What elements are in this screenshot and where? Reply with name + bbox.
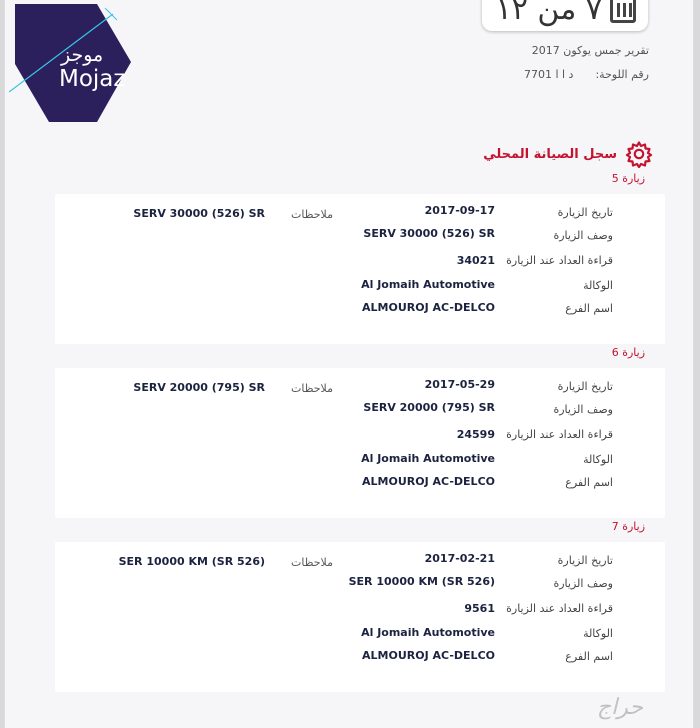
visit-label: زيارة 7 bbox=[611, 520, 645, 533]
branch-value: ALMOUROJ AC-DELCO bbox=[362, 475, 495, 488]
logo-name-arabic: موجز bbox=[61, 44, 104, 66]
odometer-label: قراءة العداد عند الزيارة bbox=[506, 428, 613, 441]
agency-label: الوكالة bbox=[583, 453, 613, 466]
visit-date-value: 2017-02-21 bbox=[424, 552, 495, 565]
visit-date-label: تاريخ الزيارة bbox=[557, 554, 613, 567]
report-page bbox=[4, 0, 694, 728]
odometer-value: 24599 bbox=[456, 428, 495, 441]
visit-desc-label: وصف الزيارة bbox=[553, 577, 613, 590]
visit-desc-value: SERV 20000 (795) SR bbox=[363, 401, 495, 414]
branch-label: اسم الفرع bbox=[565, 476, 613, 489]
visit-card bbox=[55, 368, 665, 518]
odometer-label: قراءة العداد عند الزيارة bbox=[506, 254, 613, 267]
notes-value: SERV 30000 (526) SR bbox=[133, 207, 265, 220]
page-counter bbox=[482, 0, 648, 31]
notes-label: ملاحظات bbox=[291, 382, 333, 395]
branch-value: ALMOUROJ AC-DELCO bbox=[362, 301, 495, 314]
mojaz-logo bbox=[9, 0, 139, 125]
visit-desc-value: SER 10000 KM (SR 526) bbox=[348, 575, 495, 588]
plate-value: د ا ا 7701 bbox=[523, 68, 574, 81]
report-title: تقرير جمس يوكون 2017 bbox=[531, 44, 649, 57]
visit-desc-value: SERV 30000 (526) SR bbox=[363, 227, 495, 240]
notes-label: ملاحظات bbox=[291, 556, 333, 569]
page-counter-text: ٧ من ١٢ bbox=[495, 0, 602, 27]
visit-desc-label: وصف الزيارة bbox=[553, 229, 613, 242]
haraj-watermark: حراج bbox=[596, 695, 643, 720]
agency-label: الوكالة bbox=[583, 627, 613, 640]
agency-value: Al Jomaih Automotive bbox=[361, 278, 495, 291]
plate-label: رقم اللوحة: bbox=[595, 68, 649, 81]
odometer-label: قراءة العداد عند الزيارة bbox=[506, 602, 613, 615]
section-title: سجل الصيانة المحلي bbox=[483, 146, 617, 162]
plate-row bbox=[524, 68, 649, 81]
branch-label: اسم الفرع bbox=[565, 650, 613, 663]
odometer-value: 9561 bbox=[464, 602, 495, 615]
notes-value: SER 10000 KM (SR 526) bbox=[118, 555, 265, 568]
gear-icon bbox=[625, 140, 653, 168]
visit-date-label: تاريخ الزيارة bbox=[557, 206, 613, 219]
notes-value: SERV 20000 (795) SR bbox=[133, 381, 265, 394]
section-header bbox=[483, 140, 653, 168]
visit-date-label: تاريخ الزيارة bbox=[557, 380, 613, 393]
agency-label: الوكالة bbox=[583, 279, 613, 292]
visit-card bbox=[55, 194, 665, 344]
agency-value: Al Jomaih Automotive bbox=[361, 452, 495, 465]
visit-date-value: 2017-05-29 bbox=[424, 378, 495, 391]
odometer-value: 34021 bbox=[456, 254, 495, 267]
branch-label: اسم الفرع bbox=[565, 302, 613, 315]
visit-date-value: 2017-09-17 bbox=[424, 204, 495, 217]
logo-name-english: Mojaz bbox=[59, 66, 126, 92]
notes-label: ملاحظات bbox=[291, 208, 333, 221]
agency-value: Al Jomaih Automotive bbox=[361, 626, 495, 639]
visit-label: زيارة 6 bbox=[611, 346, 645, 359]
branch-value: ALMOUROJ AC-DELCO bbox=[362, 649, 495, 662]
visit-desc-label: وصف الزيارة bbox=[553, 403, 613, 416]
document-icon bbox=[610, 0, 636, 23]
visit-card bbox=[55, 542, 665, 692]
visit-label: زيارة 5 bbox=[611, 172, 645, 185]
